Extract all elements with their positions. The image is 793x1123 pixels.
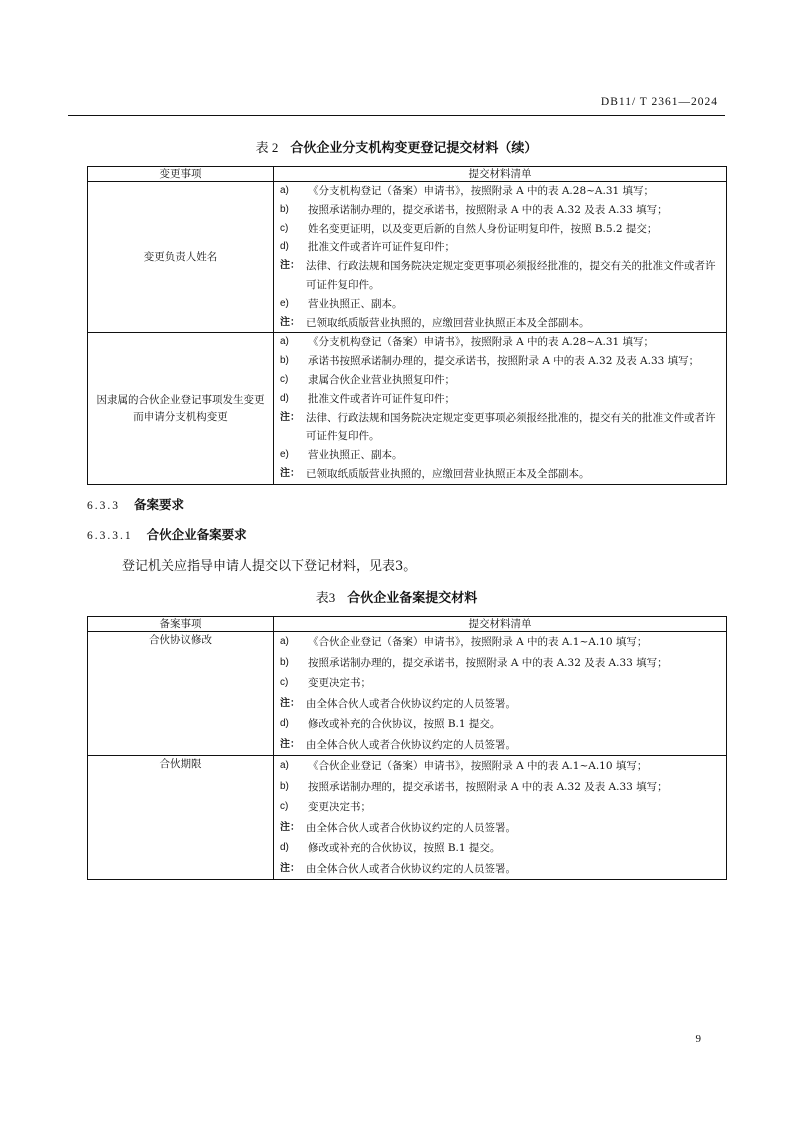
table2 bbox=[87, 166, 727, 485]
list-item bbox=[280, 777, 720, 798]
note-entry bbox=[280, 257, 720, 295]
note-label: 注： bbox=[280, 862, 300, 874]
list-item bbox=[280, 182, 720, 201]
item-label: d) bbox=[280, 241, 289, 253]
item-label: c) bbox=[280, 373, 289, 385]
entry-text: 已领取纸质版营业执照的，应缴回营业执照正本及全部副本。 bbox=[306, 316, 590, 329]
entry-text: 法律、行政法规和国务院决定规定变更事项必须报经批准的，提交有关的批准文件或者许可证件复印件。 bbox=[306, 411, 716, 443]
section-number: 6.3.3.1 bbox=[87, 530, 133, 542]
note-label: 注： bbox=[280, 467, 300, 479]
list-item bbox=[280, 238, 720, 257]
table-row bbox=[88, 182, 727, 333]
table2-body bbox=[88, 182, 727, 485]
table2-title-text: 合伙企业分支机构变更登记提交材料（续） bbox=[290, 141, 538, 156]
list-item bbox=[280, 797, 720, 818]
entry-text: 由全体合伙人或者合伙协议约定的人员签署。 bbox=[306, 862, 516, 875]
list-item bbox=[280, 756, 720, 777]
entry-text: 承诺书按照承诺制办理的，提交承诺书，按照附录 A 中的表 A.32 及表 A.33 填写； bbox=[308, 355, 700, 368]
entry-text: 已领取纸质版营业执照的，应缴回营业执照正本及全部副本。 bbox=[306, 467, 590, 480]
entry-text: 修改或补充的合伙协议，按照 B.1 提交。 bbox=[308, 718, 501, 730]
table3-title bbox=[0, 587, 793, 606]
list-item bbox=[280, 371, 720, 390]
entry-text: 由全体合伙人或者合伙协议约定的人员签署。 bbox=[306, 697, 516, 710]
table3-body bbox=[88, 632, 727, 880]
row-item-name: 合伙期限 bbox=[88, 756, 274, 880]
item-label: a) bbox=[280, 760, 289, 771]
item-label: b) bbox=[280, 656, 289, 668]
list-item bbox=[280, 295, 720, 314]
table-row bbox=[88, 632, 727, 756]
item-label: c) bbox=[280, 222, 289, 234]
row-item-name: 变更负责人姓名 bbox=[88, 182, 274, 333]
table2-col-header-materials: 提交材料清单 bbox=[274, 167, 727, 182]
item-label: b) bbox=[280, 780, 289, 792]
item-label: a) bbox=[280, 336, 289, 348]
list-item bbox=[280, 201, 720, 220]
entry-text: 法律、行政法规和国务院决定规定变更事项必须报经批准的，提交有关的批准文件或者许可证件复印件。 bbox=[306, 260, 716, 291]
list-item bbox=[280, 838, 720, 859]
entry-text: 《分支机构登记（备案）申请书》，按照附录 A 中的表 A.28~A.31 填写； bbox=[308, 185, 655, 197]
entry-text: 隶属合伙企业营业执照复印件； bbox=[308, 373, 455, 386]
entry-text: 按照承诺制办理的，提交承诺书，按照附录 A 中的表 A.32 及表 A.33 填写； bbox=[308, 656, 668, 669]
note-entry bbox=[280, 735, 720, 756]
note-label: 注： bbox=[280, 821, 300, 833]
table-row bbox=[88, 333, 727, 484]
table3-title-text: 合伙企业备案提交材料 bbox=[347, 591, 478, 606]
note-label: 注： bbox=[280, 697, 300, 709]
document-code: DB11/ T 2361—2024 bbox=[600, 96, 718, 108]
table3-col-header-item: 备案事项 bbox=[88, 617, 274, 632]
list-item bbox=[280, 714, 720, 735]
table3-number: 表3 bbox=[315, 590, 336, 605]
entry-text: 《合伙企业登记（备案）申请书》，按照附录 A 中的表 A.1~A.10 填写； bbox=[308, 760, 648, 772]
table2-number: 表 2 bbox=[255, 140, 279, 155]
row-materials bbox=[274, 333, 727, 484]
table2-title bbox=[0, 137, 793, 156]
item-label: d) bbox=[280, 842, 289, 853]
entry-text: 《合伙企业登记（备案）申请书》，按照附录 A 中的表 A.1~A.10 填写； bbox=[308, 636, 648, 648]
row-item-name: 合伙协议修改 bbox=[88, 632, 274, 756]
section-title: 合伙企业备案要求 bbox=[146, 527, 247, 542]
list-item bbox=[280, 390, 720, 409]
entry-text: 姓名变更证明，以及变更后新的自然人身份证明复印件，按照 B.5.2 提交； bbox=[308, 222, 658, 235]
entry-text: 按照承诺制办理的，提交承诺书，按照附录 A 中的表 A.32 及表 A.33 填写； bbox=[308, 203, 668, 216]
item-label: d) bbox=[280, 718, 289, 729]
entry-text: 变更决定书； bbox=[308, 677, 371, 689]
note-label: 注： bbox=[280, 411, 300, 423]
item-label: a) bbox=[280, 636, 289, 647]
item-label: c) bbox=[280, 801, 289, 812]
table3 bbox=[87, 616, 727, 880]
table3-col-header-materials: 提交材料清单 bbox=[274, 617, 727, 632]
entry-text: 变更决定书； bbox=[308, 801, 371, 813]
list-item bbox=[280, 333, 720, 352]
entry-text: 由全体合伙人或者合伙协议约定的人员签署。 bbox=[306, 738, 516, 751]
note-label: 注： bbox=[280, 260, 300, 272]
section-title: 备案要求 bbox=[134, 497, 185, 512]
entry-text: 批准文件或者许可证件复印件； bbox=[308, 392, 455, 405]
entry-text: 《分支机构登记（备案）申请书》，按照附录 A 中的表 A.28~A.31 填写； bbox=[308, 336, 655, 349]
entry-text: 按照承诺制办理的，提交承诺书，按照附录 A 中的表 A.32 及表 A.33 填写； bbox=[308, 780, 668, 793]
note-label: 注： bbox=[280, 738, 300, 750]
note-entry bbox=[280, 694, 720, 715]
row-materials bbox=[274, 182, 727, 333]
entry-text: 修改或补充的合伙协议，按照 B.1 提交。 bbox=[308, 842, 501, 854]
table-row bbox=[88, 756, 727, 880]
entry-text: 营业执照正、副本。 bbox=[308, 297, 403, 310]
section-6-3-3-heading bbox=[87, 495, 184, 513]
entry-text: 营业执照正、副本。 bbox=[308, 449, 403, 462]
list-item bbox=[280, 352, 720, 371]
item-label: e) bbox=[280, 449, 289, 461]
item-label: e) bbox=[280, 297, 289, 309]
section-6-3-3-1-heading bbox=[87, 525, 247, 543]
note-entry bbox=[280, 314, 720, 333]
row-materials bbox=[274, 756, 727, 880]
section-number: 6.3.3 bbox=[87, 500, 120, 512]
list-item bbox=[280, 446, 720, 465]
item-label: a) bbox=[280, 185, 289, 196]
header-rule bbox=[68, 115, 725, 116]
row-materials bbox=[274, 632, 727, 756]
note-entry bbox=[280, 465, 720, 484]
list-item bbox=[280, 673, 720, 694]
list-item bbox=[280, 653, 720, 674]
note-entry bbox=[280, 409, 720, 447]
body-paragraph: 登记机关应指导申请人提交以下登记材料，见表3。 bbox=[122, 559, 417, 574]
note-entry bbox=[280, 859, 720, 880]
entry-text: 由全体合伙人或者合伙协议约定的人员签署。 bbox=[306, 821, 516, 834]
table2-col-header-item: 变更事项 bbox=[88, 167, 274, 182]
note-label: 注： bbox=[280, 316, 300, 328]
item-label: d) bbox=[280, 392, 289, 404]
row-item-name: 因隶属的合伙企业登记事项发生变更而申请分支机构变更 bbox=[88, 333, 274, 484]
list-item bbox=[280, 220, 720, 239]
item-label: b) bbox=[280, 355, 289, 367]
entry-text: 批准文件或者许可证件复印件； bbox=[308, 241, 455, 254]
list-item bbox=[280, 632, 720, 653]
item-label: c) bbox=[280, 677, 289, 688]
note-entry bbox=[280, 818, 720, 839]
item-label: b) bbox=[280, 203, 289, 215]
page-number: 9 bbox=[695, 1033, 701, 1045]
